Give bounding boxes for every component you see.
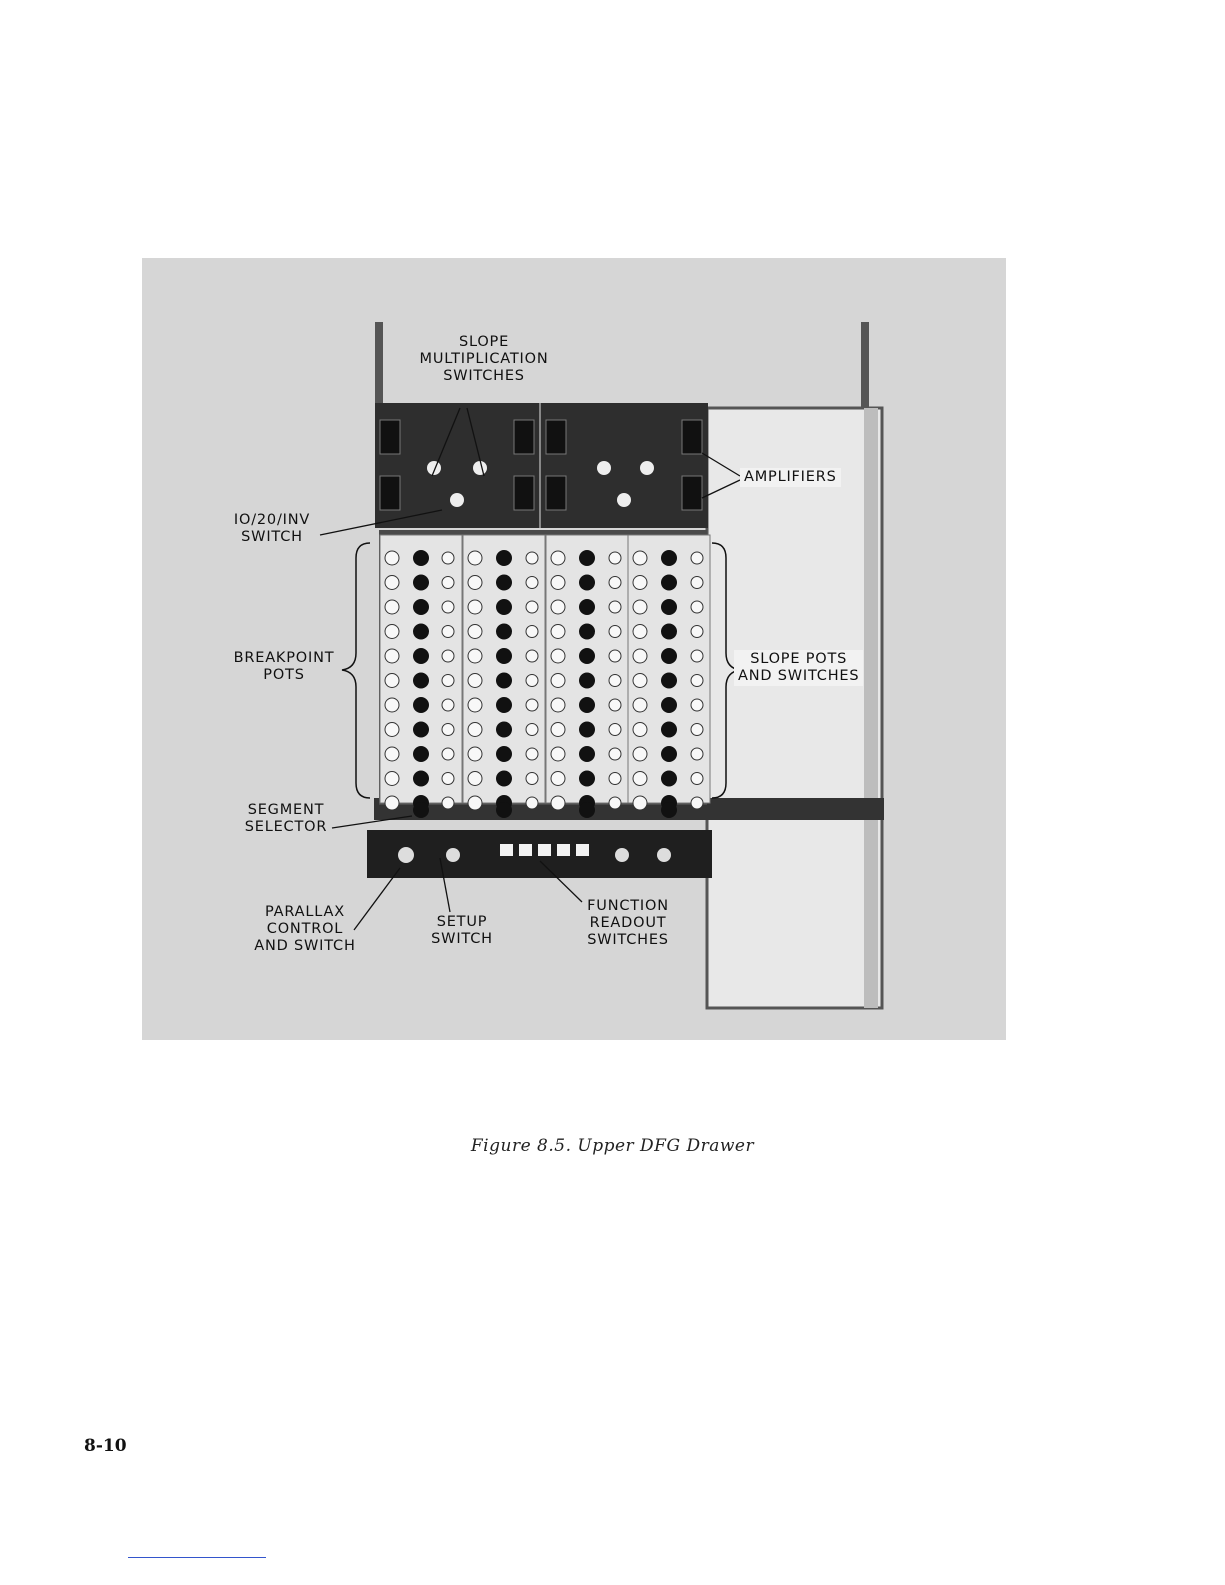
slope-switch: [526, 724, 538, 736]
slope-switch: [526, 577, 538, 589]
slope-switch: [526, 797, 538, 809]
breakpoint-pot: [551, 698, 565, 712]
breakpoint-pot: [633, 698, 647, 712]
slope-pot: [579, 648, 595, 664]
parallax-knob-left: [398, 847, 414, 863]
slope-switch: [526, 650, 538, 662]
slope-pot: [413, 648, 429, 664]
breakpoint-pot: [468, 576, 482, 590]
slope-pot: [496, 648, 512, 664]
amplifier-block: [380, 420, 400, 454]
slope-switch: [691, 724, 703, 736]
breakpoint-pot: [633, 625, 647, 639]
page-number: 8-10: [84, 1436, 127, 1456]
slope-multiplication-knob: [473, 461, 487, 475]
slope-pot: [496, 771, 512, 787]
amplifier-block: [682, 476, 702, 510]
parallax-knob-right-2: [657, 848, 671, 862]
slope-switch: [609, 577, 621, 589]
amplifier-block: [380, 476, 400, 510]
slope-switch: [609, 724, 621, 736]
amplifier-block: [514, 476, 534, 510]
breakpoint-pot: [633, 600, 647, 614]
function-readout-button: [538, 844, 551, 856]
segment-selector-knob: [413, 802, 429, 818]
slope-switch: [691, 577, 703, 589]
amplifier-block: [514, 420, 534, 454]
amplifier-block: [682, 420, 702, 454]
breakpoint-pot: [385, 600, 399, 614]
label-segment-selector: SEGMENT SELECTOR: [244, 802, 328, 835]
parallax-knob-right: [615, 848, 629, 862]
breakpoint-pot: [385, 674, 399, 688]
slope-switch: [442, 699, 454, 711]
label-amplifiers: AMPLIFIERS: [740, 468, 841, 487]
breakpoint-pot: [385, 576, 399, 590]
slope-switch: [609, 797, 621, 809]
breakpoint-pot: [468, 649, 482, 663]
slope-pot: [661, 673, 677, 689]
breakpoint-pot: [468, 625, 482, 639]
breakpoint-pot: [468, 674, 482, 688]
label-parallax-control-and-switch: PARALLAX CONTROL AND SWITCH: [254, 904, 356, 954]
slope-pot: [661, 575, 677, 591]
slope-switch: [526, 675, 538, 687]
slope-switch: [526, 748, 538, 760]
breakpoint-pot: [468, 796, 482, 810]
breakpoint-pot: [633, 649, 647, 663]
slope-pot: [496, 673, 512, 689]
slope-switch: [691, 601, 703, 613]
slope-switch: [442, 552, 454, 564]
slope-pot: [413, 722, 429, 738]
label-function-readout-switches: FUNCTION READOUT SWITCHES: [587, 898, 669, 948]
slope-pot: [413, 673, 429, 689]
slope-pot: [496, 746, 512, 762]
breakpoint-pot: [468, 747, 482, 761]
breakpoint-pot: [633, 576, 647, 590]
slope-switch: [526, 626, 538, 638]
slope-multiplication-knob: [617, 493, 631, 507]
slope-switch: [691, 626, 703, 638]
function-readout-button: [500, 844, 513, 856]
breakpoint-pot: [633, 723, 647, 737]
breakpoint-pot: [551, 600, 565, 614]
breakpoint-pot: [551, 772, 565, 786]
slope-switch: [526, 552, 538, 564]
breakpoint-pot: [385, 747, 399, 761]
slope-multiplication-knob: [427, 461, 441, 475]
function-readout-button: [557, 844, 570, 856]
slope-switch: [691, 797, 703, 809]
slope-pot: [661, 697, 677, 713]
slope-switch: [442, 724, 454, 736]
drawer-tray: [707, 408, 882, 1008]
slope-switch: [609, 626, 621, 638]
function-readout-button: [519, 844, 532, 856]
breakpoint-pot: [468, 600, 482, 614]
slope-pot: [579, 673, 595, 689]
slope-switch: [609, 773, 621, 785]
breakpoint-pot: [551, 796, 565, 810]
label-slope-multiplication-switches: SLOPE MULTIPLICATION SWITCHES: [419, 334, 549, 384]
slope-pot: [579, 722, 595, 738]
breakpoint-pot: [385, 772, 399, 786]
slope-multiplication-knob: [640, 461, 654, 475]
slope-switch: [526, 773, 538, 785]
slope-pot: [661, 648, 677, 664]
slope-switch: [526, 601, 538, 613]
slope-switch: [691, 675, 703, 687]
breakpoint-pot: [468, 772, 482, 786]
slope-switch: [691, 748, 703, 760]
slope-switch: [609, 650, 621, 662]
slope-switch: [691, 552, 703, 564]
figure-caption: Figure 8.5. Upper DFG Drawer: [470, 1136, 755, 1156]
breakpoint-pot: [385, 551, 399, 565]
slope-pot: [661, 722, 677, 738]
slope-pot: [579, 746, 595, 762]
segment-selector-knob: [661, 802, 677, 818]
slope-pot: [661, 550, 677, 566]
breakpoint-pot: [468, 551, 482, 565]
label-breakpoint-pots: BREAKPOINT POTS: [233, 650, 335, 683]
slope-switch: [442, 797, 454, 809]
breakpoint-pot: [633, 747, 647, 761]
slope-multiplication-knob: [450, 493, 464, 507]
breakpoint-pot: [633, 551, 647, 565]
breakpoint-pot: [385, 796, 399, 810]
brace-left: [342, 543, 370, 798]
slope-pot: [496, 624, 512, 640]
figure-photo: [142, 258, 1006, 1040]
slope-switch: [442, 748, 454, 760]
slope-pot: [413, 624, 429, 640]
slope-multiplication-knob: [597, 461, 611, 475]
slope-switch: [442, 626, 454, 638]
label-10-20-inv-switch: IO/20/INV SWITCH: [233, 512, 311, 545]
breakpoint-pot: [551, 747, 565, 761]
handle-left: [375, 322, 383, 407]
breakpoint-pot: [551, 674, 565, 688]
handle-right: [861, 322, 869, 407]
bottom-rule: [128, 1557, 266, 1558]
slope-pot: [661, 599, 677, 615]
slope-pot: [661, 746, 677, 762]
drawer-rail: [864, 408, 878, 1008]
breakpoint-pot: [633, 674, 647, 688]
slope-switch: [442, 601, 454, 613]
breakpoint-pot: [385, 698, 399, 712]
slope-pot: [413, 575, 429, 591]
slope-switch: [609, 699, 621, 711]
slope-switch: [609, 748, 621, 760]
slope-pot: [579, 624, 595, 640]
slope-pot: [413, 746, 429, 762]
slope-switch: [609, 675, 621, 687]
breakpoint-pot: [551, 625, 565, 639]
label-slope-pots-and-switches: SLOPE POTS AND SWITCHES: [734, 650, 863, 686]
breakpoint-pot: [551, 551, 565, 565]
slope-switch: [691, 650, 703, 662]
breakpoint-pot: [385, 649, 399, 663]
slope-pot: [413, 599, 429, 615]
slope-pot: [496, 722, 512, 738]
segment-selector-knob: [579, 802, 595, 818]
slope-switch: [526, 699, 538, 711]
breakpoint-pot: [468, 698, 482, 712]
slope-pot: [496, 697, 512, 713]
slope-pot: [413, 771, 429, 787]
slope-pot: [413, 697, 429, 713]
slope-pot: [661, 771, 677, 787]
slope-pot: [579, 697, 595, 713]
breakpoint-pot: [633, 772, 647, 786]
slope-switch: [442, 773, 454, 785]
slope-pot: [496, 550, 512, 566]
slope-pot: [661, 624, 677, 640]
amplifier-block: [546, 420, 566, 454]
slope-switch: [609, 552, 621, 564]
breakpoint-pot: [551, 576, 565, 590]
slope-switch: [442, 650, 454, 662]
amplifier-panel: [375, 403, 708, 528]
breakpoint-pot: [551, 723, 565, 737]
slope-switch: [691, 699, 703, 711]
slope-pot: [413, 550, 429, 566]
slope-pot: [579, 550, 595, 566]
slope-pot: [496, 575, 512, 591]
pot-grid: [380, 535, 710, 818]
slope-switch: [691, 773, 703, 785]
breakpoint-pot: [385, 723, 399, 737]
slope-pot: [579, 771, 595, 787]
slope-pot: [579, 575, 595, 591]
amplifier-block: [546, 476, 566, 510]
slope-pot: [496, 599, 512, 615]
breakpoint-pot: [385, 625, 399, 639]
breakpoint-pot: [633, 796, 647, 810]
breakpoint-pot: [468, 723, 482, 737]
function-readout-button: [576, 844, 589, 856]
label-setup-switch: SETUP SWITCH: [431, 914, 493, 947]
segment-selector-knob: [496, 802, 512, 818]
breakpoint-pot: [551, 649, 565, 663]
slope-switch: [442, 577, 454, 589]
setup-knob: [446, 848, 460, 862]
slope-switch: [609, 601, 621, 613]
slope-switch: [442, 675, 454, 687]
slope-pot: [579, 599, 595, 615]
